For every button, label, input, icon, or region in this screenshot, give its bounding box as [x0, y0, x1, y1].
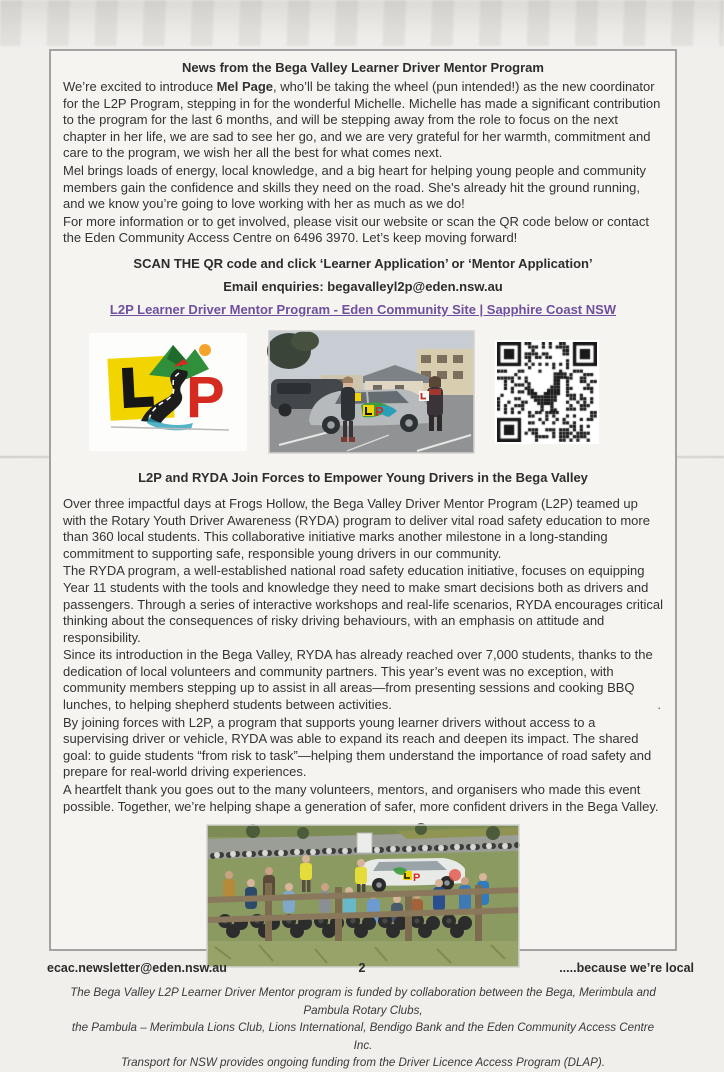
l2p-website-link[interactable]: L2P Learner Driver Mentor Program - Eden Community Site | Sapphire Coast NSW — [109, 301, 617, 317]
ryda-paragraph-4: By joining forces with L2P, a program that supports young learner drivers without access to a supervising driver or vehicle, RYDA was able to expand its reach and deepen its impact. The shared goal: to guide students “from risk to task”—helping them understand the importance of road safety and prepare for real-world driving experiences. — [63, 714, 652, 780]
svg-text:P: P — [374, 403, 384, 419]
intro-p1-post: , who’ll be taking the wheel (pun intended!) as the new coordinator for the L2P Program, stepping in for the wonderful Michelle. Michelle has made a significant contribution to the program for the last 6 months, and will be stepping away from the role to focus on the next chapter in her life, we are sad to see her go, and we are very grateful for her warmth, commitment and care to the program, we wish her all the best for what comes next. — [63, 79, 661, 161]
intro-p1-pre: We’re excited to introduce — [63, 79, 217, 94]
car-photo-graphic — [269, 331, 474, 453]
credits-line-1: The Bega Valley L2P Learner Driver Mentor program is funded by collaboration between the Bega, Merimbula and Pambula Rotary Clubs, — [70, 986, 656, 1017]
footer-page-number: 2 — [358, 961, 366, 975]
scan-qr-instruction: SCAN THE QR code and click ‘Learner Application’ or ‘Mentor Application’ — [133, 255, 593, 271]
images-row — [89, 329, 647, 455]
intro-paragraph-1 — [63, 79, 663, 162]
intro-paragraph-3: For more information or to get involved, please visit our website or scan the QR code below or contact the Eden Community Access Centre on 6496 3970. Let’s keep moving forward! — [63, 213, 650, 246]
ryda-paragraph-5: A heartfelt thank you goes out to the many volunteers, mentors, and organisers who made this event possible. Together, we’re helping shape a generation of safer, more confident drivers in the Bega Valley. — [63, 782, 659, 814]
qr-code-image — [497, 342, 597, 442]
car-photo — [269, 331, 474, 453]
track-photo — [207, 825, 519, 967]
page-footer — [0, 959, 724, 981]
page-title: News from the Bega Valley Learner Driver Mentor Program — [182, 60, 544, 75]
qr-code-figure — [495, 340, 599, 444]
credits-line-2: the Pambula – Merimbula Lions Club, Lions International, Bendigo Bank and the Eden Community Access Centre Inc. — [71, 1021, 655, 1052]
footer-email: ecac.newsletter@eden.nsw.au — [47, 961, 227, 975]
section-heading: L2P and RYDA Join Forces to Empower Young Drivers in the Bega Valley — [138, 469, 588, 485]
ryda-paragraph-3 — [63, 647, 663, 713]
scan-artifact-band — [0, 0, 724, 46]
intro-paragraph-2: Mel brings loads of energy, local knowledge, and a big heart for helping young people and community members gain the confidence and skills they need on the road. She's already hit the ground running, and we know you’re going to love working with her as much as we do! — [63, 162, 646, 212]
ryda-paragraph-2: The RYDA program, a well-established national road safety education initiative, focuses on equipping Year 11 students with the tools and knowledge they need to make smart decisions both as drivers and passengers. Through a series of interactive workshops and real-life scenarios, RYDA encourages critical thinking about the consequences of risky driving behaviours, with an emphasis on attitude and responsibility. — [63, 563, 663, 645]
footer-tagline: .....because we’re local — [559, 961, 694, 975]
funding-credits — [63, 984, 663, 1072]
stray-period-mark: . — [657, 697, 661, 713]
svg-text:P: P — [413, 872, 421, 885]
email-enquiries-line: Email enquiries: begavalleyl2p@eden.nsw.au — [223, 278, 503, 294]
svg-text:P: P — [186, 364, 225, 430]
intro-p1-name: Mel Page — [216, 79, 274, 94]
ryda-p3-text: Since its introduction in the Bega Valley, RYDA has already reached over 7,000 students, thanks to the dedication of local volunteers and community partners. This year’s event was no exception, with community members stepping up to assist in all areas—from presenting sessions and cooking BBQ lunches, to helping shepherd students between activities. — [63, 647, 653, 713]
l2p-logo-image — [89, 333, 247, 451]
l2p-logo-graphic — [89, 333, 247, 451]
credits-line-3: Transport for NSW provides ongoing funding from the Driver Licence Access Program (DLAP). — [121, 1056, 605, 1070]
track-photo-graphic — [207, 825, 519, 967]
ryda-paragraph-1: Over three impactful days at Frogs Hollow, the Bega Valley Driver Mentor Program (L2P) teamed up with the Rotary Youth Driver Awareness (RYDA) program to deliver vital road safety education to more than 360 local students. This collaborative initiative marks another milestone in a long-standing commitment to supporting safe, responsible young drivers in our community. — [63, 495, 650, 561]
